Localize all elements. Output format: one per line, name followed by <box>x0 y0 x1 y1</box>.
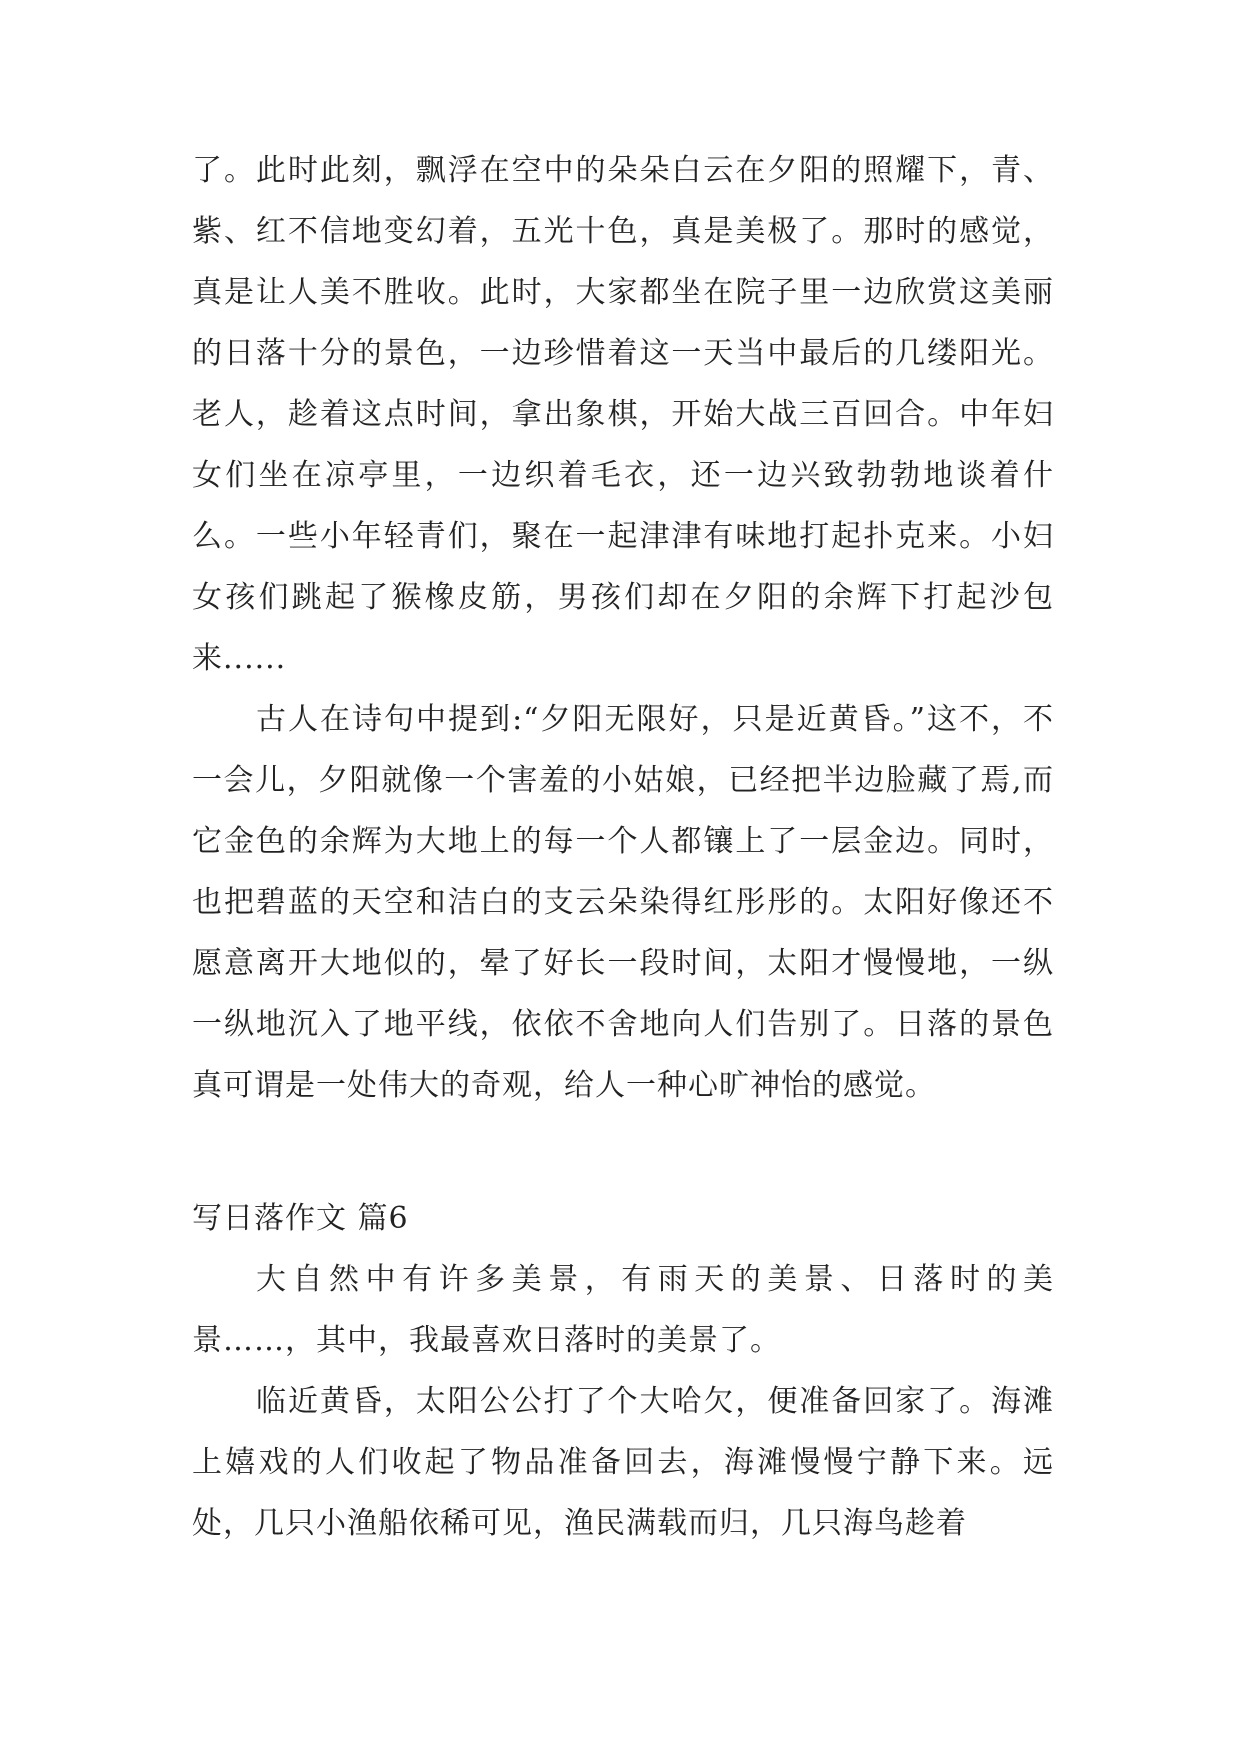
paragraph-continued: 了。此时此刻，飘浮在空中的朵朵白云在夕阳的照耀下，青、紫、红不信地变幻着，五光十色，真是美极了。那时的感觉，真是让人美不胜收。此时，大家都坐在院子里一边欣赏这美丽的日落十分的景色，一边珍惜着这一天当中最后的几缕阳光。老人，趁着这点时间，拿出象棋，开始大战三百回合。中年妇女们坐在凉亭里，一边织着毛衣，还一边兴致勃勃地谈着什么。一些小年轻青们，聚在一起津津有味地打起扑克来。小妇女孩们跳起了猴橡皮筋，男孩们却在夕阳的余辉下打起沙包来...... <box>192 153 1054 676</box>
section-gap <box>192 1116 1054 1188</box>
paragraph-ancient-poem: 古人在诗句中提到:“夕阳无限好，只是近黄昏。”这不，不一会儿，夕阳就像一个害羞的小姑娘，已经把半边脸藏了焉,而它金色的余辉为大地上的每一个人都镶上了一层金边。同时，也把碧蓝的天空和洁白的支云朵染得红彤彤的。太阳好像还不愿意离开大地似的，晕了好长一段时间，太阳才慢慢地，一纵一纵地沉入了地平线，依依不舍地向人们告别了。日落的景色真可谓是一处伟大的奇观，给人一种心旷神怡的感觉。 <box>192 702 1054 1103</box>
paragraph-intro: 大自然中有许多美景，有雨天的美景、日落时的美景……，其中，我最喜欢日落时的美景了。 <box>192 1262 1054 1358</box>
paragraph-dusk: 临近黄昏，太阳公公打了个大哈欠，便准备回家了。海滩上嬉戏的人们收起了物品准备回去，海滩慢慢宁静下来。远处，几只小渔船依稀可见，渔民满载而归，几只海鸟趁着 <box>192 1384 1054 1541</box>
document-page <box>192 140 1054 1554</box>
section-heading: 写日落作文 篇6 <box>192 1201 409 1236</box>
